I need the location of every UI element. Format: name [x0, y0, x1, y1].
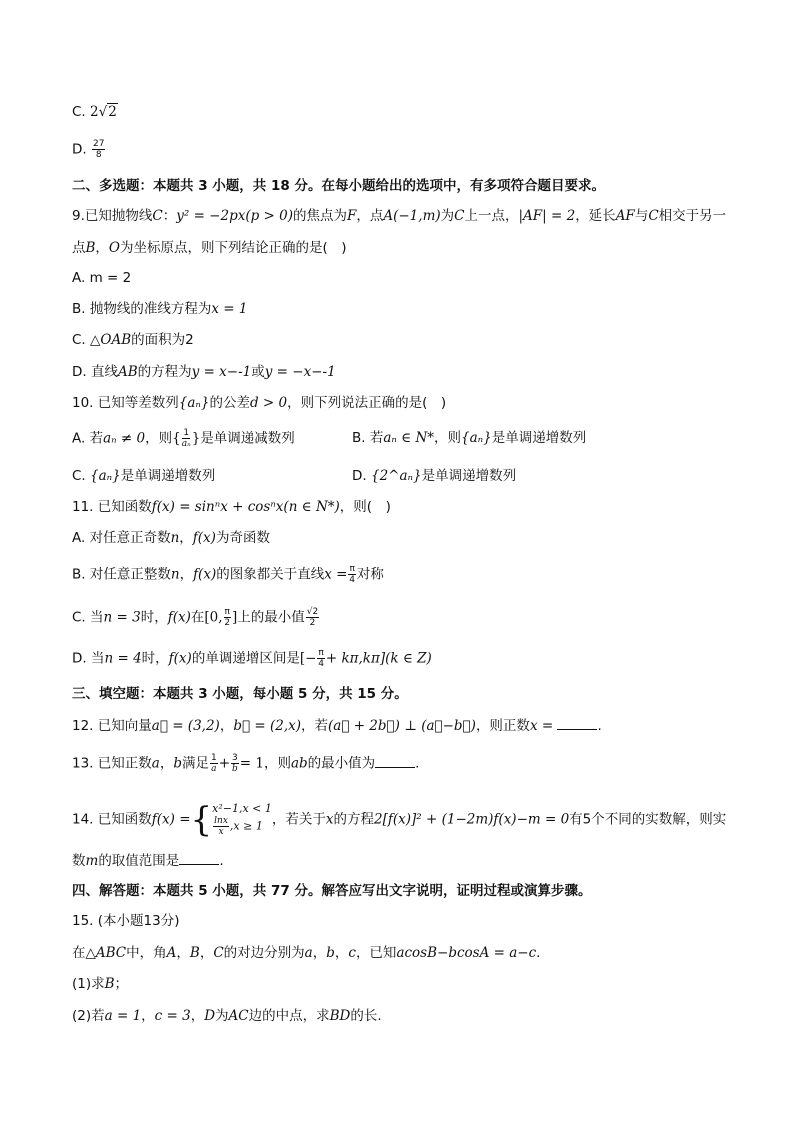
q13-fraction-1: $\frac{1}{a}$	[210, 753, 217, 774]
q11-b-fraction: $\frac{\pi}{4}$	[349, 564, 356, 585]
q11-option-a: A. 对任意正奇数n，f(x)为奇函数	[72, 530, 270, 546]
q11-c-min-fraction: $\frac{√2}{2}$	[306, 607, 319, 628]
q11-d-fraction: $\frac{\pi}{4}$	[318, 648, 324, 669]
q9-option-a: A. m = 2	[72, 270, 132, 286]
q13-answer-blank[interactable]	[375, 755, 415, 768]
q14-case2-fraction: $\frac{\ln x}{x}$	[214, 816, 228, 837]
q10-option-c: C. {aₙ}是单调递增数列	[72, 468, 216, 484]
section2-heading: 二、多选题：本题共 3 小题，共 18 分。在每小题给出的选项中，有多项符合题目要求。	[72, 178, 605, 194]
q15-part2: (2)若a = 1，c = 3，D为AC边的中点，求BD的长.	[72, 1008, 382, 1024]
q11-option-c: C. 当n = 3时，f(x)在[0, $\frac{\pi}{2}$ ]上的最小值 $\frac{√2}{2}$	[72, 607, 319, 628]
q10-option-b: B. 若aₙ ∈ N*，则{aₙ}是单调递增数列	[352, 430, 587, 446]
q10-option-d: D. {2^aₙ}是单调递增数列	[352, 468, 517, 484]
q8-option-c: C. 2√2	[72, 104, 117, 120]
q9-option-d: D. 直线AB的方程为y = x−-1或y = −x−-1	[72, 364, 336, 380]
q14-line1: 14. 已知函数f(x) = { x²−1,x < 1 $\frac{\ln x}{x}$ ,x ≥ 1 ，若关于x的方程2[f(x)]² + (1−2m)f(x)−m = 0有5个不同的实数解，则实	[72, 799, 727, 840]
q14-line2: 数m的取值范围是 .	[72, 853, 224, 869]
q13-fraction-2: $\frac{3}{b}$	[232, 753, 238, 774]
q12-answer-blank[interactable]	[557, 717, 597, 730]
q12: 12. 已知向量a⃗ = (3,2)，b⃗ = (2,x)，若(a⃗ + 2b⃗) ⊥ (a⃗−b⃗)，则正数x = .	[72, 718, 602, 734]
section3-heading: 三、填空题：本题共 3 小题，每小题 5 分，共 15 分。	[72, 686, 408, 702]
q10-stem: 10. 已知等差数列{aₙ}的公差d > 0，则下列说法正确的是( )	[72, 395, 447, 411]
q9-option-c: C. △OAB的面积为2	[72, 332, 194, 348]
q14-answer-blank[interactable]	[179, 852, 219, 865]
q11-option-b: B. 对任意正整数n，f(x)的图象都关于直线x = $\frac{\pi}{4}$ 对称	[72, 564, 384, 585]
q10-option-a: A. 若aₙ ≠ 0，则{ $\frac{1}{\text{aₙ}}$ }是单调递减数列	[72, 428, 295, 449]
q15-stem: 在△ABC中，角A，B，C的对边分别为a，b，c，已知acosB−bcosA = a−c.	[72, 945, 541, 961]
q15-title: 15. (本小题13分)	[72, 913, 180, 929]
q10-a-fraction: $\frac{1}{\text{aₙ}}$	[181, 428, 191, 449]
q9-option-b: B. 抛物线的准线方程为x = 1	[72, 301, 248, 317]
q15-part1: (1)求B；	[72, 976, 129, 992]
q9-stem-line2: 点B，O为坐标原点，则下列结论正确的是( )	[72, 240, 347, 256]
section4-heading: 四、解答题：本题共 5 小题，共 77 分。解答应写出文字说明，证明过程或演算步骤。	[72, 883, 592, 899]
q8-option-d: D. $\frac{27}{8}$	[72, 139, 105, 160]
q9-stem-line1: 9.已知抛物线C：y² = −2px(p > 0)的焦点为F，点A(−1,m)为C上一点，|AF| = 2，延长AF与C相交于另一	[72, 208, 727, 224]
q13: 13. 已知正数a，b满足 $\frac{1}{a}$ + $\frac{3}{b}$ = 1，则ab的最小值为 .	[72, 753, 420, 774]
q8-option-c-value: 2√2	[90, 104, 117, 120]
q14-piecewise: { x²−1,x < 1 $\frac{\ln x}{x}$ ,x ≥ 1	[190, 799, 272, 840]
q11-option-d: D. 当n = 4时，f(x)的单调递增区间是[− $\frac{\pi}{4}$ + kπ,kπ](k ∈ Z)	[72, 648, 432, 669]
q11-c-fraction: $\frac{\pi}{2}$	[224, 607, 231, 628]
q8-option-d-fraction: $\frac{27}{8}$	[92, 139, 105, 160]
q11-stem: 11. 已知函数f(x) = sinⁿx + cosⁿx(n ∈ N*)，则( )	[72, 499, 391, 515]
